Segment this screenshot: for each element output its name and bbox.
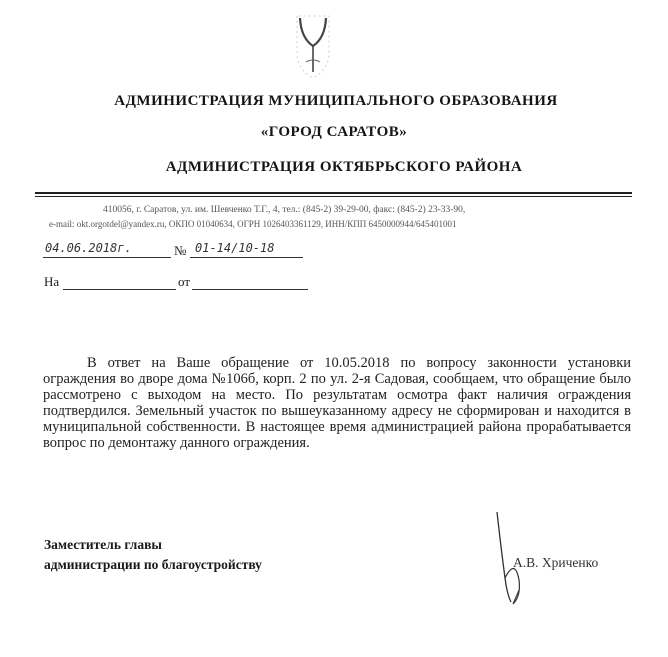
header-city-saratov: «ГОРОД САРАТОВ» [260,124,408,140]
saratov-coat-of-arms-emblem [289,12,337,82]
signatory-title [44,535,262,575]
date-underline [43,257,171,258]
header-oktyabrsky-district: АДМИНИСТРАЦИЯ ОКТЯБРЬСКОГО РАЙОНА [165,159,523,175]
reference-na-blank [63,289,176,290]
outgoing-date: 04.06.2018г. [45,241,132,255]
signatory-title-line2: администрации по благоустройству [44,557,262,572]
signatory-title-line1: Заместитель главы [44,537,162,552]
outgoing-number: 01-14/10-18 [195,241,275,255]
reference-ot-blank [192,289,308,290]
number-underline [190,257,303,258]
contact-address: 410056, г. Саратов, ул. им. Шевченко Т.Г., 4, тел.: (845-2) 39-29-00, факс: (845-2) 23-33-90, [103,205,466,215]
letter-body: В ответ на Ваше обращение от 10.05.2018 по вопросу законности установки ограждения во дворе дома №106б, корп. 2 по ул. 2-я Садовая, сообщаем, что обращение было рассмотрено с выходом на место. По результатам осмотра факт наличия ограждения подтвердился. Земельный участок по вышеуказанному адресу не сформирован и находится в муниципальной собственности. В настоящее время администрацией района прорабатывается вопрос по демонтажу данного ограждения. [43,355,631,452]
reference-ot-label: от [178,274,191,289]
reference-na-label: На [44,274,60,289]
contact-details: e-mail: okt.orgotdel@yandex.ru, ОКПО 01040634, ОГРН 1026403361129, ИНН/КПП 6450000944/645401001 [49,219,457,229]
header-rule-thin [35,196,632,197]
signer-name: А.В. Хриченко [513,555,599,570]
header-administration-mo: АДМИНИСТРАЦИЯ МУНИЦИПАЛЬНОГО ОБРАЗОВАНИЯ [114,93,558,109]
header-rule-thick [35,192,632,194]
outgoing-number-label: № [174,243,187,258]
